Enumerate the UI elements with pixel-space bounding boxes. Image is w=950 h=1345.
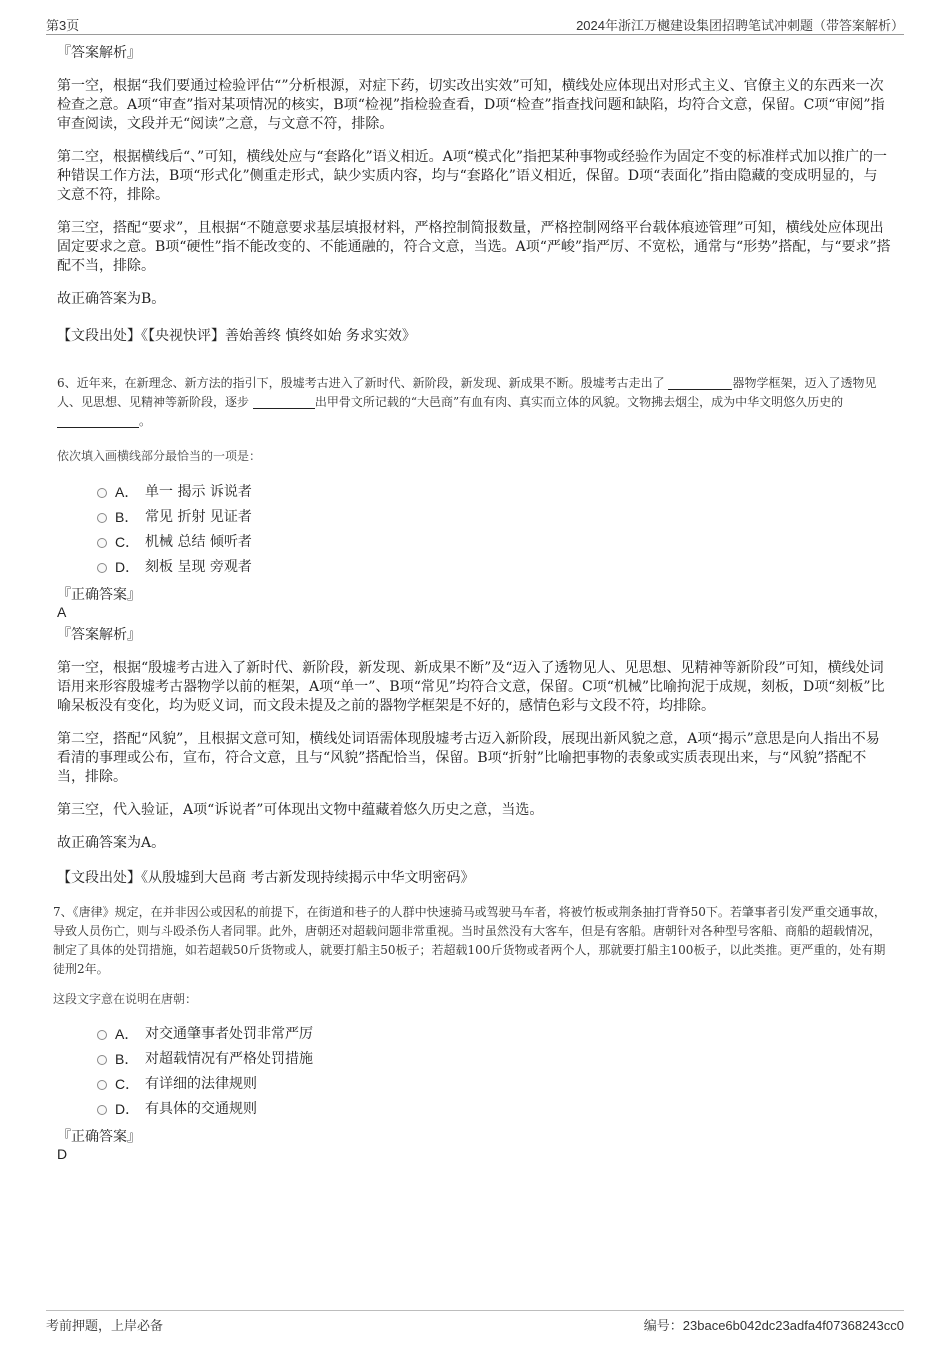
document-code: 编号：23bace6b042dc23adfa4f07368243cc0 (643, 1318, 904, 1333)
question-6-prompt: 依次填入画横线部分最恰当的一项是： (57, 449, 262, 463)
correct-answer: A (57, 604, 67, 620)
radio-button[interactable] (97, 563, 107, 573)
page-header (46, 12, 904, 35)
source-citation: 【文段出处】《从殷墟到大邑商 考古新发现持续揭示中华文明密码》 (57, 870, 475, 886)
source-citation: 【文段出处】《【央视快评】善始善终 慎终如始 务求实效》 (57, 328, 416, 344)
analysis-paragraph: 第二空，搭配“风貌”，且根据文意可知，横线处词语需体现殷墟考古迈入新阶段，展现出新风貌之意，A项“揭示”意思是向人指出不易看清的事理或公布，宣布，符合文意，且与“风貌”搭配恰当，保留。B项“折射”比喻把事物的表象或实质表现出来，与“风貌”搭配不当，排除。 (57, 731, 880, 785)
option-a[interactable]: A． 对交通肇事者处罚非常严厉 (57, 1024, 891, 1049)
page-number: 第3页 (46, 18, 80, 33)
answer-statement: 故正确答案为A。 (57, 835, 166, 851)
fill-blank (253, 394, 315, 409)
analysis-label: 『答案解析』 (57, 45, 141, 61)
analysis-paragraph: 第三空，代入验证，A项“诉说者”可体现出文物中蕴藏着悠久历史之意，当选。 (57, 802, 544, 818)
radio-button[interactable] (97, 1030, 107, 1040)
option-c[interactable]: C． 机械 总结 倾听者 (57, 532, 891, 557)
analysis-paragraph: 第二空，根据横线后“、”可知，横线处应与“套路化”语义相近。A项“模式化”指把某种事物或经验作为固定不变的标准样式加以推广的一种错误工作方法，B项“形式化”侧重走形式，缺少实质内容，均与“套路化”语义相近，保留。D项“表面化”指由隐藏的变成明显的，与文意不符，排除。 (57, 149, 888, 203)
radio-button[interactable] (97, 513, 107, 523)
radio-button[interactable] (97, 1080, 107, 1090)
option-b[interactable]: B． 常见 折射 见证者 (57, 507, 891, 532)
analysis-paragraph: 第一空，根据“我们要通过检验评估“”分析根源，对症下药，切实改出实效”可知，横线处应体现出对形式主义、官僚主义的东西来一次检查之意。A项“审查”指对某项情况的核实，B项“检视”指检验查看，D项“检查”指查找问题和缺陷，均符合文意，保留。C项“审阅”指审查阅读，文段并无“阅读”之意，与文意不符，排除。 (57, 78, 885, 132)
option-d[interactable]: D． 有具体的交通规则 (57, 1099, 891, 1124)
radio-button[interactable] (97, 538, 107, 548)
option-c[interactable]: C． 有详细的法律规则 (57, 1074, 891, 1099)
question-7-prompt: 这段文字意在说明在唐朝： (53, 992, 198, 1006)
fill-blank (668, 375, 732, 390)
correct-answer: D (57, 1146, 68, 1162)
radio-button[interactable] (97, 488, 107, 498)
document-title: 2024年浙江万樾建设集团招聘笔试冲刺题（带答案解析） (576, 18, 904, 33)
radio-button[interactable] (97, 1055, 107, 1065)
option-b[interactable]: B． 对超载情况有严格处罚措施 (57, 1049, 891, 1074)
question-7-stem: 7、《唐律》规定，在并非因公或因私的前提下，在街道和巷子的人群中快速骑马或驾驶马车者，将被竹板或荆条抽打背脊50下。若肇事者引发严重交通事故，导致人员伤亡，则与斗殴杀伤人者同罪。此外，唐朝还对超载问题非常重视。当时虽然没有大客车，但是有客船。唐朝针对各种型号客船、商船的超载情况，制定了具体的处罚措施，如若超载50斤货物或人，就要打船主50板子；若超载100斤货物或者两个人，那就要打船主100板子，以此类推。更严重的，处有期徒刑2年。 (53, 905, 886, 976)
question-7-options (57, 1024, 891, 1124)
fill-blank (57, 413, 139, 428)
question-6-options (57, 482, 891, 582)
option-a[interactable]: A． 单一 揭示 诉说者 (57, 482, 891, 507)
analysis-label: 『答案解析』 (57, 627, 141, 643)
answer-statement: 故正确答案为B。 (57, 291, 166, 307)
option-d[interactable]: D． 刻板 呈现 旁观者 (57, 557, 891, 582)
analysis-paragraph: 第一空，根据“殷墟考古进入了新时代、新阶段，新发现、新成果不断”及“迈入了透物见人、见思想、见精神等新阶段”可知，横线处词语用来形容殷墟考古器物学以前的框架，A项“单一”、B项“常见”均符合文意，保留。C项“机械”比喻拘泥于成规，刻板，D项“刻板”比喻呆板没有变化，均为贬义词，而文段未提及之前的器物学框架是不好的，感情色彩与文段不符，均排除。 (57, 660, 885, 714)
footer-note: 考前押题，上岸必备 (46, 1318, 164, 1333)
correct-answer-label: 『正确答案』 (57, 1129, 141, 1145)
page-content (53, 44, 891, 1162)
radio-button[interactable] (97, 1105, 107, 1115)
correct-answer-label: 『正确答案』 (57, 587, 141, 603)
analysis-paragraph: 第三空，搭配“要求”，且根据“不随意要求基层填报材料，严格控制简报数量，严格控制网络平台载体痕迹管理”可知，横线处应体现出固定要求之意。B项“硬性”指不能改变的、不能通融的，符合文意，当选。A项“严峻”指严厉、不宽松，通常与“形势”搭配，与“要求”搭配不当，排除。 (57, 220, 891, 274)
page-footer (46, 1310, 904, 1333)
question-6-stem: 6、近年来，在新理念、新方法的指引下，殷墟考古进入了新时代、新阶段，新发现、新成果不断。殷墟考古走出了 器物学框架，迈入了透物见人、见思想、见精神等新阶段，逐步 出甲骨文所记载的“大邑商”有血有肉、真实而立体的风貌。文物拂去烟尘，成为中华文明悠久历史的 。 (57, 376, 877, 428)
